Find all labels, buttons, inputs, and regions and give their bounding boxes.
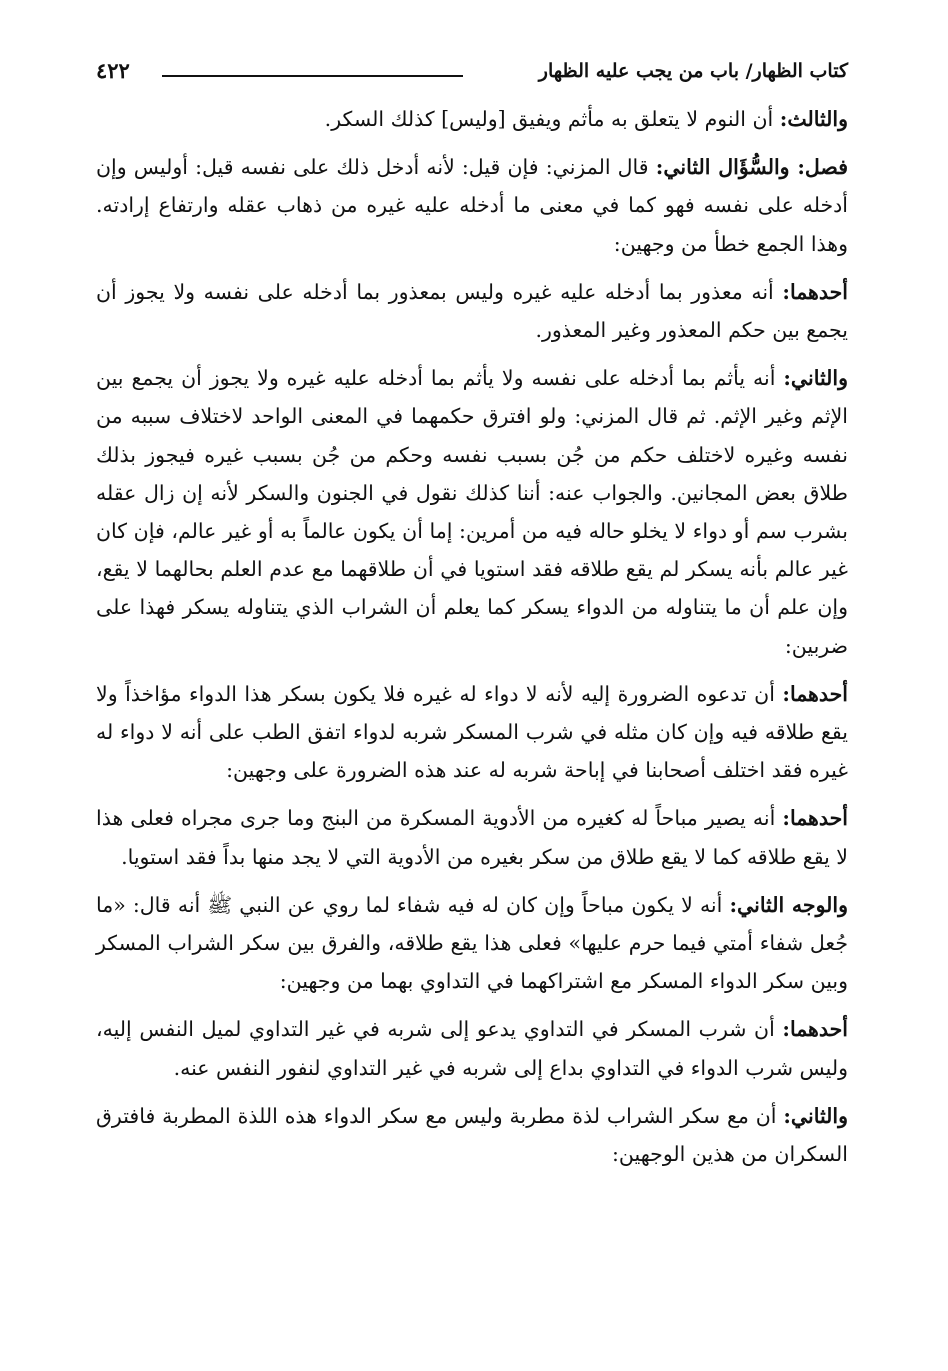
- paragraph: [96, 148, 848, 263]
- paragraph-lead: أحدهما:: [782, 279, 848, 304]
- paragraph-text: أنه يصير مباحاً له كغيره من الأدوية المسكرة من البنج وما جرى مجراه فعلى هذا لا يقع طلاقه كما لا يقع طلاق من سكر بغيره من الأدوية التي لا يجد منها بداً فقد استويا.: [96, 806, 848, 869]
- paragraph: [96, 359, 848, 665]
- paragraph: [96, 675, 848, 790]
- paragraph-lead: والثالث:: [779, 107, 848, 131]
- paragraph-text: أن شرب المسكر في التداوي يدعو إلى شربه في غير التداوي لميل النفس إليه، وليس شرب الدواء في التداوي بداع إلى شربه في غير التداوي لنفور النفس عنه.: [96, 1017, 848, 1080]
- paragraph: [96, 100, 848, 138]
- paragraph-lead: أحدهما:: [782, 681, 848, 706]
- paragraph-text: أن تدعوه الضرورة إليه لأنه لا دواء له غيره فلا يكون بسكر هذا الدواء مؤاخذاً ولا يقع طلاقه فيه وإن كان مثله في شرب المسكر شربه لدواء اتفق الطب على أنه لا دواء له غيره فقد اختلف أصحابنا في إباحة شربه له عند هذه الضرورة على وجهين:: [96, 681, 848, 783]
- paragraph-lead: والوجه الثاني:: [729, 892, 849, 917]
- header-title: كتاب الظهار/ باب من يجب عليه الظهار: [538, 60, 848, 82]
- paragraph: [96, 1097, 848, 1173]
- paragraph-lead: والثاني:: [783, 366, 848, 391]
- paragraph-text: أنه يأثم بما أدخله على نفسه ولا يأثم بما أدخله عليه غيره ولا يجوز أن يجمع بين الإثم وغير الإثم. ثم قال المزني: ولو افترق حكمهما في المعنى الواحد لاختلاف سببه من نفسه وغيره لاختلف حكم من جُن بسبب نفسه وحكم من جُن بسبب غيره فيجوز بذلك طلاق بعض المجانين. والجواب عنه: أننا كذلك نقول في الجنون والسكر لأنه إن زال عقله بشرب سم أو دواء لا يخلو حاله فيه من أمرين: إما أن يكون عالماً به أو غير عالم، فإن كان غير عالم بأنه يسكر لم يقع طلاقه فقد استويا في أن طلاقهما مع عدم العلم بحالهما لا يقع، وإن علم أن ما يتناوله من الدواء يسكر كما يعلم أن الشراب الذي يتناوله يسكر فهذا على ضربين:: [96, 366, 848, 658]
- header-rule: [162, 75, 463, 77]
- paragraph-lead: أحدهما:: [782, 1017, 848, 1042]
- paragraph-lead: فصل: والسُّؤَال الثاني:: [655, 155, 848, 180]
- paragraph: [96, 799, 848, 875]
- page-number: ٤٢٢: [96, 58, 130, 83]
- paragraph-text: قال المزني: فإن قيل: لأنه أدخل ذلك على نفسه قيل: أوليس وإن أدخله على نفسه فهو كما في معنى ما أدخله عليه غيره من ذهاب عقله وارتفاع إرادته. وهذا الجمع خطأ من وجهين:: [96, 155, 848, 256]
- paragraph: [96, 886, 848, 1001]
- paragraph-text: أن مع سكر الشراب لذة مطربة وليس مع سكر الدواء هذه اللذة المطربة فافترق السكران من هذين الوجهين:: [96, 1103, 848, 1167]
- running-header: [96, 56, 848, 92]
- paragraph: [96, 273, 848, 349]
- paragraph-text: أنه معذور بما أدخله عليه غيره وليس بمعذور بما أدخله على نفسه ولا يجوز أن يجمع بين حكم المعذور وغير المعذور.: [96, 279, 848, 343]
- body-text: [96, 100, 848, 1173]
- paragraph-lead: والثاني:: [783, 1103, 848, 1128]
- paragraph-text: أنه لا يكون مباحاً وإن كان له فيه شفاء لما روي عن النبي ﷺ أنه قال: «ما جُعل شفاء أمتي فيما حرم عليها» فعلى هذا يقع طلاقه، والفرق بين سكر الشراب المسكر وبين سكر الدواء المسكر مع اشتراكهما في التداوي بهما من وجهين:: [96, 892, 848, 994]
- paragraph: [96, 1010, 848, 1086]
- paragraph-text: أن النوم لا يتعلق به مأثم ويفيق [وليس] كذلك السكر.: [324, 107, 780, 131]
- paragraph-lead: أحدهما:: [782, 806, 848, 831]
